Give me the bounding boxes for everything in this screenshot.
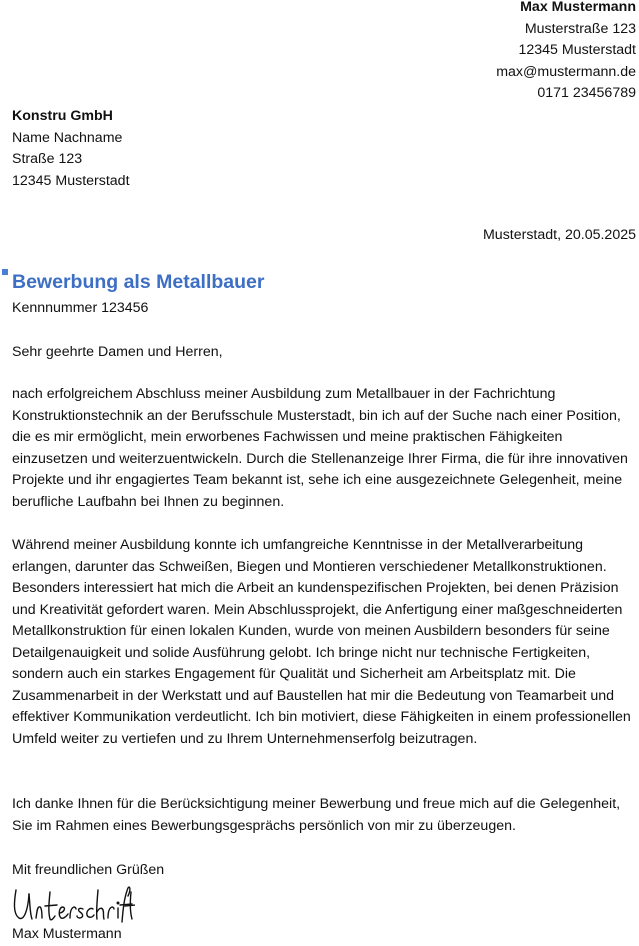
sender-phone: 0171 23456789 <box>537 85 636 101</box>
sender-city: 12345 Musterstadt <box>518 42 636 58</box>
sender-block <box>496 0 636 105</box>
recipient-block <box>12 106 130 192</box>
sender-email: max@mustermann.de <box>496 63 636 80</box>
sender-name: Max Mustermann <box>520 0 636 15</box>
signer-name: Max Mustermann <box>12 926 122 942</box>
letter-date: Musterstadt, 20.05.2025 <box>482 227 636 243</box>
body-paragraph-3: Ich danke Ihnen für die Berücksichtigung meiner Bewerbung und freue mich auf die Gelegenheit, Sie im Rahmen eines Bewerbungsgesprächs persönlich von mir zu überzeugen. <box>12 796 621 834</box>
reference-number: Kennnummer 123456 <box>12 300 149 316</box>
handwritten-signature <box>10 882 135 928</box>
recipient-city: 12345 Musterstadt <box>12 172 130 189</box>
recipient-contact: Name Nachname <box>12 129 123 146</box>
letter-subject: Bewerbung als Metallbauer <box>12 271 265 293</box>
recipient-street: Straße 123 <box>12 151 83 167</box>
subject-marker <box>2 269 8 275</box>
recipient-company: Konstru GmbH <box>12 108 113 124</box>
closing-phrase: Mit freundlichen Grüßen <box>12 862 165 878</box>
sender-street: Musterstraße 123 <box>524 20 636 37</box>
body-paragraph-2: Während meiner Ausbildung konnte ich umfangreiche Kenntnisse in der Metallverarbeitung erlangen, darunter das Schweißen, Biegen und Montieren verschiedener Metallkonstruktionen. Besonders interessiert hat mich die Arbeit an kundenspezifischen Projekten, bei denen Präzision und Kreativität gefordert waren. Mein Abschlussprojekt, die Anfertigung einer maßgeschneiderten Metallkonstruktion für einen lokalen Kunden, wurde von meinen Ausbildern besonders für seine Detailgenauigkeit und solide Ausführung gelobt. Ich bringe nicht nur technische Fertigkeiten, sondern auch ein starkes Engagement für Qualität und Sicherheit am Arbeitsplatz mit. Die Zusammenarbeit in der Werkstatt und auf Baustellen hat mir die Bedeutung von Teamarbeit und effektiver Kommunikation verdeutlicht. Ich bin motiviert, diese Fähigkeiten in einem professionellen Umfeld weiter zu vertiefen und zu Ihrem Unternehmenserfolg beizutragen. <box>12 537 631 747</box>
salutation: Sehr geehrte Damen und Herren, <box>12 344 223 360</box>
body-paragraph-1: nach erfolgreichem Abschluss meiner Ausbildung zum Metallbauer in der Fachrichtung Konstruktionstechnik an der Berufsschule Musterstadt, bin ich auf der Suche nach einer Position, die es mir ermöglicht, mein erworbenes Fachwissen und meine praktischen Fähigkeiten einzusetzen und weiterzuentwickeln. Durch die Stellenanzeige Ihrer Firma, die für ihre innovativen Projekte und ihr engagiertes Team bekannt ist, sehe ich eine ausgezeichnete Gelegenheit, meine berufliche Laufbahn bei Ihnen zu beginnen. <box>12 386 628 510</box>
